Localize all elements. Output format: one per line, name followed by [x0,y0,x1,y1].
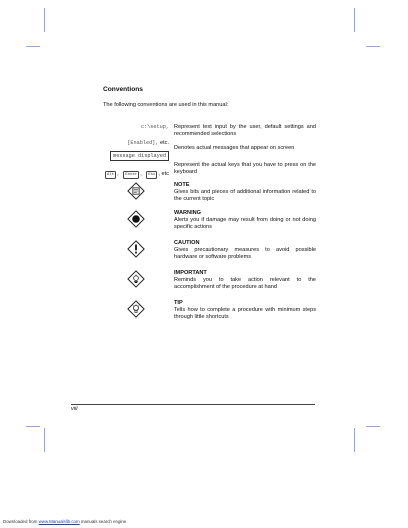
notice-title: TIP [174,300,183,306]
warning-icon [127,210,145,228]
convention-example [103,144,169,162]
crop-mark [366,46,380,47]
notice-text: Tells how to complete a procedure with minimum steps through little shortcuts [174,307,316,320]
crop-mark [44,428,45,452]
convention-description: Represent text input by the user, default settings and recommended selections [174,124,316,137]
page-title: Conventions [103,86,143,93]
notice-title: WARNING [174,210,202,216]
notice-body [174,240,316,261]
notice-body [174,182,316,203]
notice-title: CAUTION [174,240,200,246]
key-cap: Esc [148,173,156,177]
intro-text: The following conventions are used in this manual: [103,102,229,108]
crop-mark [366,426,380,427]
page-number: viii [71,406,78,412]
notice-text: Gives precautionary measures to avoid possible hardware or software problems [174,247,316,260]
crop-mark [354,428,355,452]
convention-description: Denotes actual messages that appear on screen [174,145,295,151]
convention-example: Alt , Enter , Esc , etc [106,171,169,177]
footer-rule [71,404,315,405]
crop-mark [44,8,45,32]
notice-text: Gives bits and pieces of additional information related to the current topic [174,189,316,202]
crop-mark [354,8,355,32]
notice-body [174,270,316,291]
crop-mark [26,426,40,427]
download-footer: Downloaded from www.Manualslib.com manuals search engine [3,519,127,524]
notice-text: Reminds you to take action relevant to the accomplishment of the procedure at hand [174,277,316,290]
message-box: message displayed [110,151,169,161]
note-icon [127,182,145,200]
crop-mark [26,46,40,47]
key-cap: Enter [125,173,138,177]
notice-body [174,300,316,321]
notice-body [174,210,316,231]
notice-text: Alerts you if damage may result from doing or not doing specific actions [174,217,316,230]
convention-example: c:\setup, [Enabled], etc. [127,124,169,146]
tip-icon [127,300,145,318]
key-cap: Alt [106,173,115,177]
important-icon [127,270,145,288]
convention-description: Represent the actual keys that you have to press on the keyboard [174,162,316,175]
notice-title: NOTE [174,182,190,188]
notice-title: IMPORTANT [174,270,207,276]
manualslib-link[interactable]: www.Manualslib.com [38,519,80,524]
caution-icon [127,240,145,258]
